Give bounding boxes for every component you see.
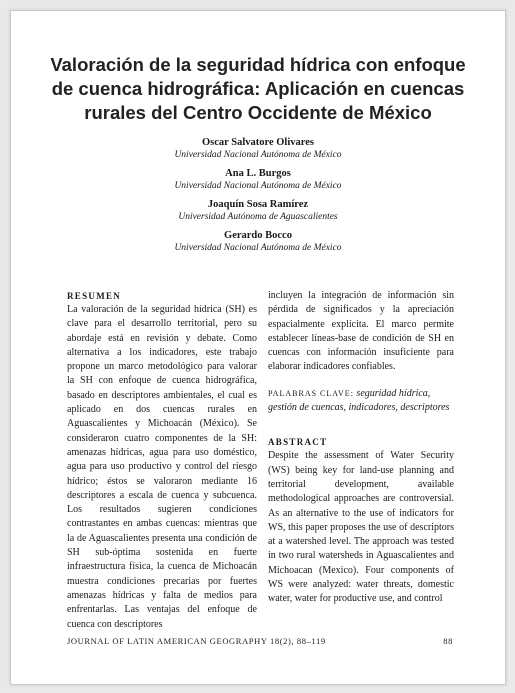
keywords bbox=[268, 387, 454, 416]
article-title bbox=[31, 53, 485, 125]
resumen-text: La valoración de la seguridad hídrica (SH) es clave para el desarrollo territorial, pero su abordaje está en revisión y debate. Como alternativa a los indicadores, este trabajo propone un marco metodológico para valorar la SH con enfoque de cuenca hidrográfica, basado en descriptores ambientales, el cual es aplicado en dos cuencas rurales en Aguascalientes y Michoacán (México). Se consideraron cuatro componentes de la SH: amenazas hídricas, agua para uso doméstico, agua para uso productivo y control del riesgo hídrico; éstos se valoraron mediante 16 descriptores a escala de cuenca y subcuenca. Los resultados sugieren condiciones contrastantes en ambas cuencas: mientras que la de Aguascalientes presenta una condición de SH sub-óptima sostenida en fuerte infraestructura física, la cuenca de Michoacán muestra condiciones precarias por fuertes amenazas hídricas y falta de medios para enfrentarlas. Las ventajas del enfoque de cuenca con descriptores bbox=[67, 304, 257, 630]
author-affiliation: Universidad Nacional Autónoma de México bbox=[174, 181, 342, 191]
author-list bbox=[11, 137, 505, 261]
keywords-label: PALABRAS CLAVE: bbox=[268, 388, 354, 398]
right-column bbox=[268, 289, 454, 607]
resumen-continuation: incluyen la integración de información sin pérdida de significados y la apreciación espacialmente explícita. El marco permite establecer líneas-base de condición de SH en cuencas con información insuficiente para elaborar indicadores confiables. bbox=[268, 290, 454, 373]
author-block bbox=[11, 168, 505, 192]
abstract-text: Despite the assessment of Water Security (WS) being key for land-use planning and territorial development, available methodological approaches are controversial. As an alternative to the use of indicators for WS, this paper proposes the use of descriptors at a watershed level. The approach was tested in two rural watersheds in Aguascalientes and Michoacan (Mexico). Four components of WS were analyzed: water threats, domestic water, water for productive use, and control bbox=[268, 450, 454, 605]
author-name: Gerardo Bocco bbox=[224, 230, 292, 241]
page-number: 88 bbox=[443, 636, 453, 646]
abstract-heading: ABSTRACT bbox=[268, 437, 328, 448]
author-affiliation: Universidad Nacional Autónoma de México bbox=[174, 150, 342, 160]
title-line-3: rurales del Centro Occidente de México bbox=[84, 102, 432, 124]
author-affiliation: Universidad Autónoma de Aguascalientes bbox=[178, 212, 338, 222]
author-name: Joaquín Sosa Ramírez bbox=[207, 199, 309, 210]
author-name: Ana L. Burgos bbox=[225, 168, 291, 179]
title-line-1: Valoración de la seguridad hídrica con enfoque bbox=[50, 54, 466, 76]
journal-citation: JOURNAL OF LATIN AMERICAN GEOGRAPHY 18(2), 88–119 bbox=[67, 636, 326, 646]
left-column bbox=[67, 289, 257, 632]
resumen-heading: RESUMEN bbox=[67, 291, 122, 301]
page-footer bbox=[67, 636, 453, 646]
author-block bbox=[11, 199, 505, 223]
paper-page bbox=[10, 10, 506, 685]
author-block bbox=[11, 230, 505, 254]
title-line-2: de cuenca hidrográfica: Aplicación en cuencas bbox=[51, 78, 465, 100]
author-name: Oscar Salvatore Olivares bbox=[202, 137, 314, 148]
author-affiliation: Universidad Nacional Autónoma de México bbox=[174, 243, 342, 253]
author-block bbox=[11, 137, 505, 161]
keywords-text: seguridad hídrica, gestión de cuencas, indicadores, descriptores bbox=[268, 387, 450, 414]
